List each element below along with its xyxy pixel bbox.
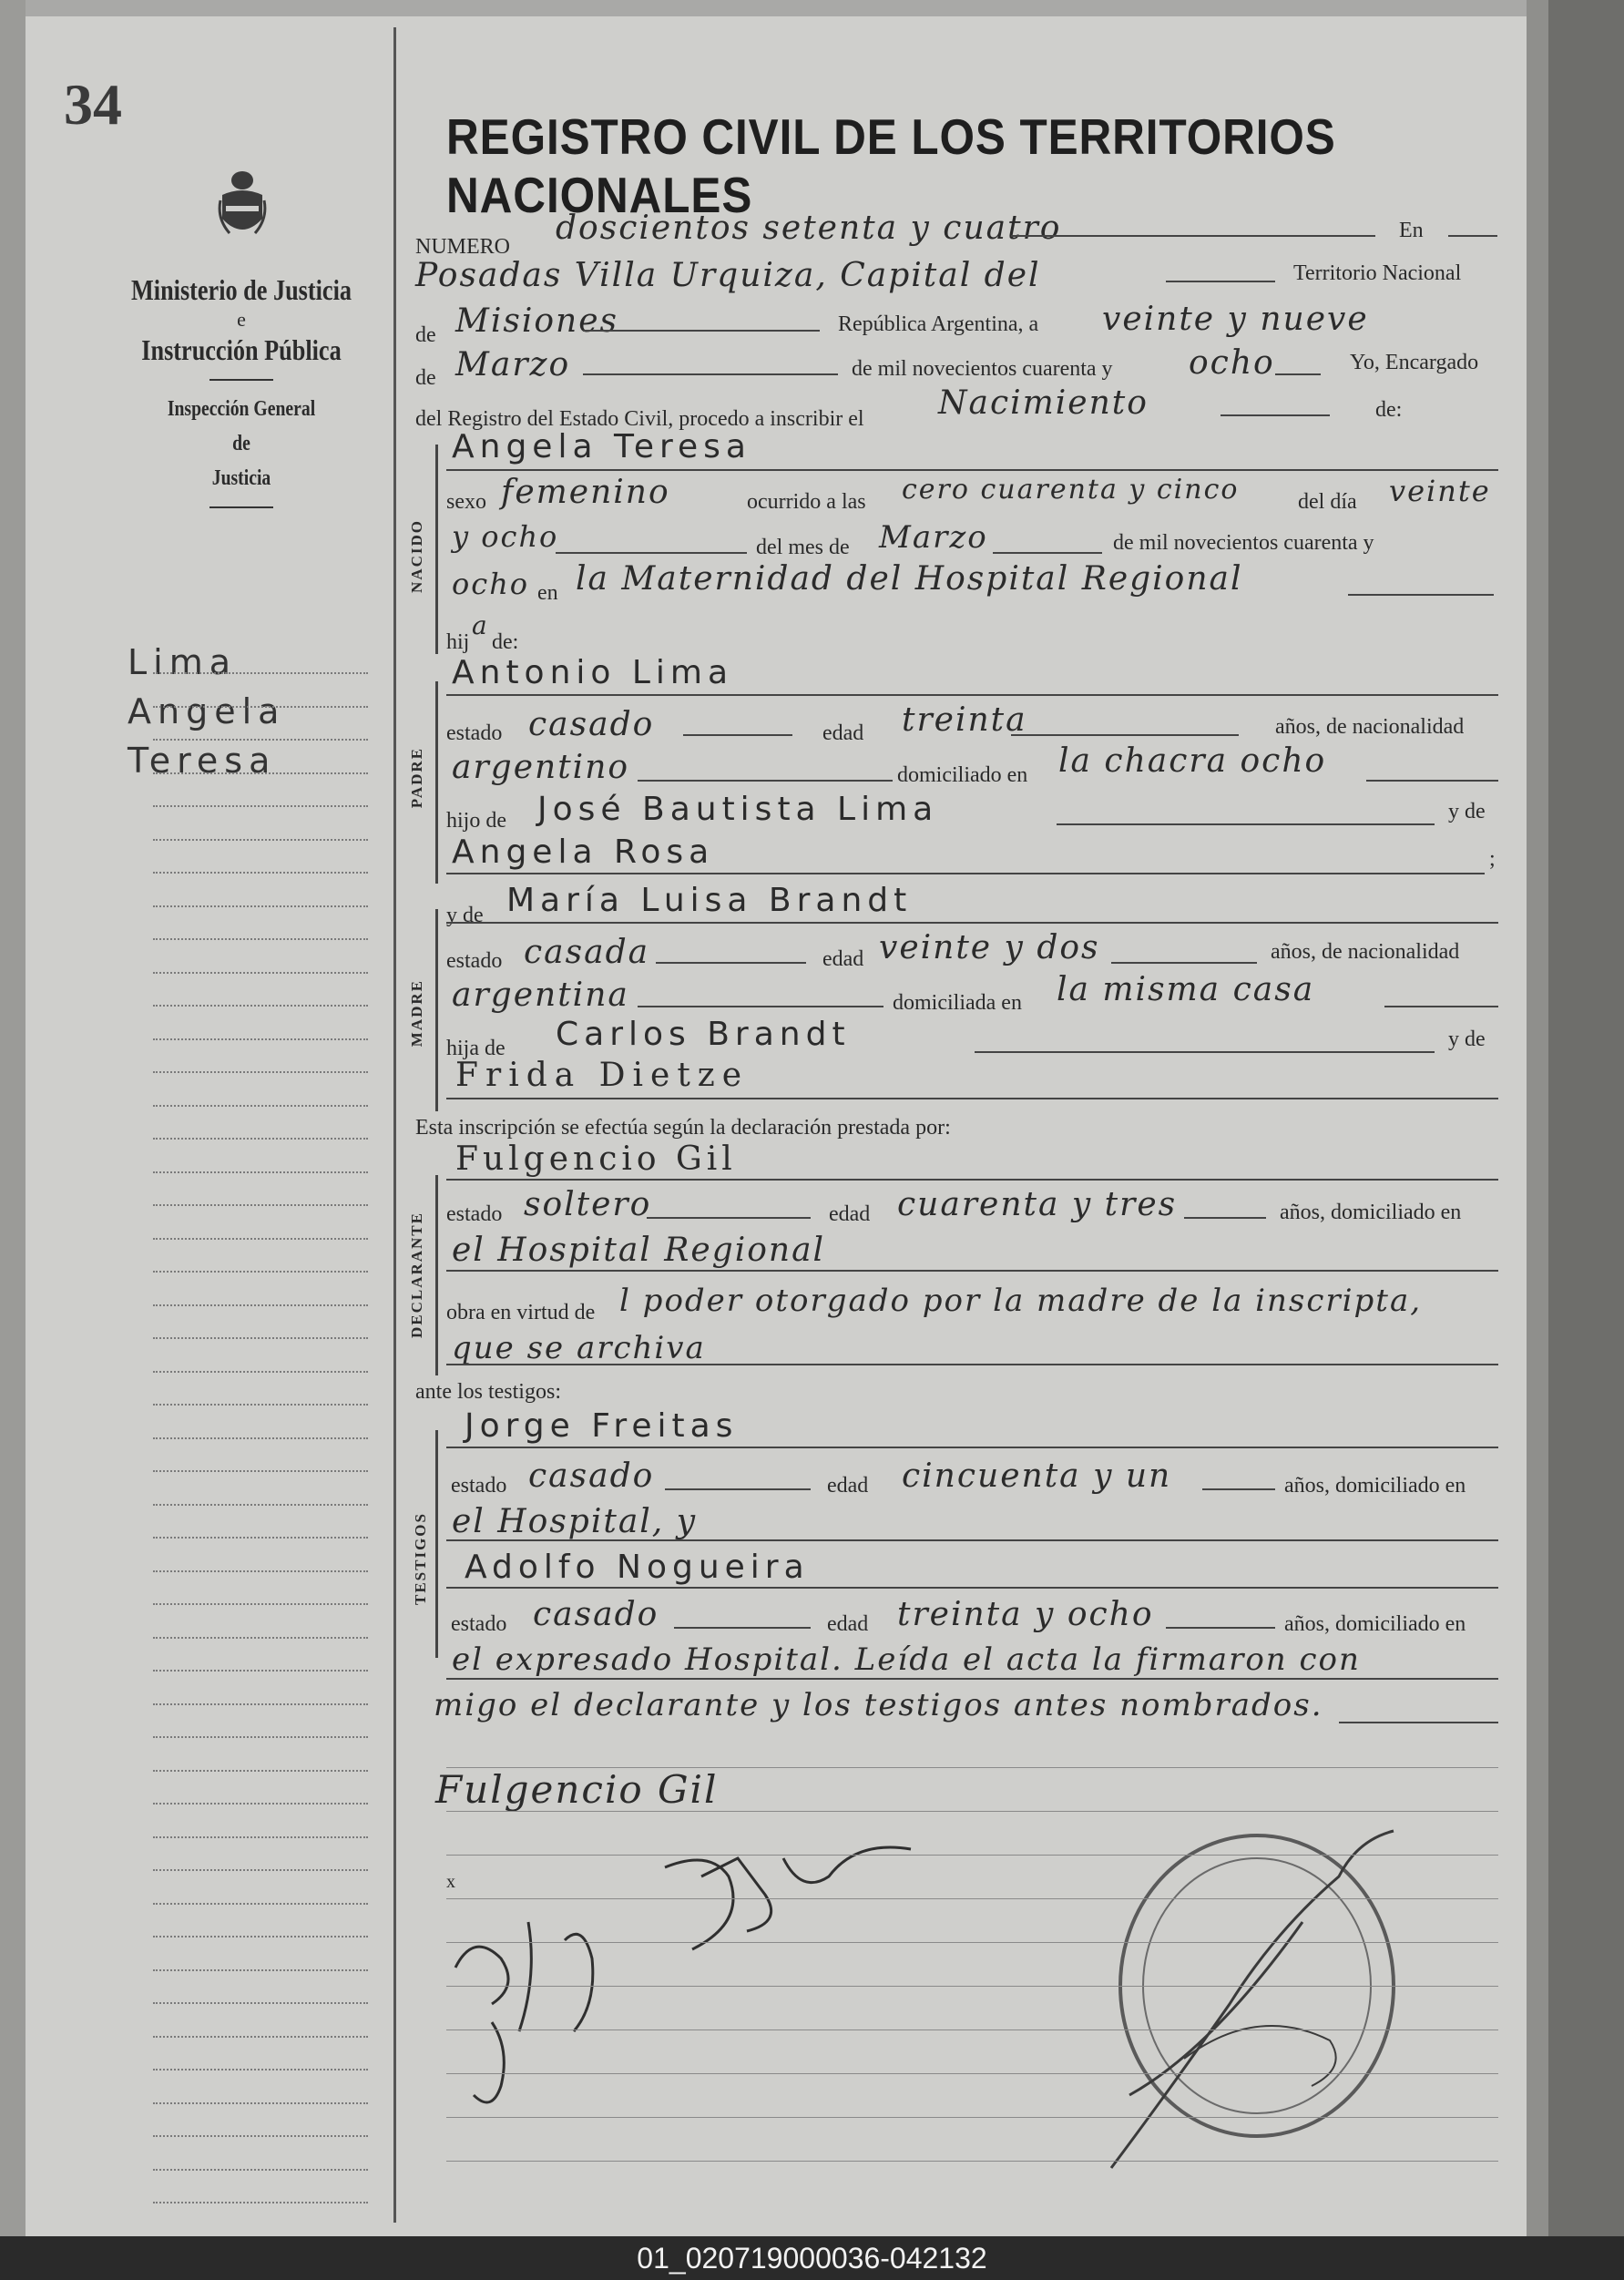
archive-reference-id: 01_020719000036-042132 — [0, 2236, 1624, 2280]
padre-domiciliado-label: domiciliado en — [897, 763, 1028, 787]
margin-ruled-line — [153, 1238, 368, 1240]
margin-ruled-line — [153, 1504, 368, 1506]
de3-label: de: — [1375, 398, 1403, 422]
inspection-line-1: Inspección General — [167, 397, 316, 421]
page-ruled-line — [446, 1811, 1498, 1812]
ministry-line-2: Instrucción Pública — [141, 333, 342, 366]
madre-bracket — [435, 909, 438, 1111]
margin-ruled-line — [153, 1537, 368, 1539]
margin-ruled-line — [153, 905, 368, 907]
page-ruled-line — [446, 1942, 1498, 1943]
page-ruled-line — [446, 1855, 1498, 1856]
margin-ruled-line — [153, 872, 368, 874]
padre-estado-line — [683, 734, 792, 736]
declarante-anios-label: años, domiciliado en — [1280, 1201, 1462, 1224]
madre-estado: casada — [524, 934, 650, 971]
declarante-domicilio: el Hospital Regional — [452, 1232, 826, 1269]
margin-ruled-line — [153, 2069, 368, 2070]
margin-ruled-line — [153, 1038, 368, 1040]
ministry-conjunction: e — [237, 308, 246, 331]
padre-yde-label: y de — [1448, 800, 1486, 823]
firma-declarante: Fulgencio Gil — [435, 1767, 719, 1812]
hora-value: cero cuarenta y cinco — [902, 474, 1240, 506]
t1-estado-label: estado — [451, 1474, 507, 1498]
numero-value: doscientos setenta y cuatro — [556, 210, 1062, 247]
cierre-line-1-rule — [446, 1678, 1498, 1680]
nacido-de-label: de: — [492, 630, 519, 654]
deldia-label: del día — [1298, 490, 1357, 514]
madre-abuelo: Carlos Brandt — [556, 1016, 851, 1053]
margin-ruled-line — [153, 2102, 368, 2104]
nacido-nombre: Angela Teresa — [452, 428, 751, 465]
margin-ruled-line — [153, 1271, 368, 1273]
madre-nacionalidad: argentina — [452, 976, 629, 1014]
delmes-label: del mes de — [756, 536, 850, 559]
margin-ruled-line — [153, 1371, 368, 1373]
margin-ruled-line — [153, 1204, 368, 1206]
en-label: En — [1399, 219, 1424, 242]
declarante-estado-label: estado — [446, 1202, 503, 1226]
margin-ruled-line — [153, 1836, 368, 1838]
t1-domicilio: el Hospital, y — [452, 1503, 698, 1540]
acto-value: Nacimiento — [938, 384, 1149, 422]
madre-domiciliada-label: domiciliada en — [893, 991, 1022, 1015]
page-ruled-line — [446, 2073, 1498, 2074]
cierre-line-2: migo el declarante y los testigos antes nombrados. — [434, 1687, 1323, 1723]
coat-of-arms-icon — [217, 164, 268, 242]
fecha-mes-value: Marzo — [455, 346, 571, 383]
margin-ruled-line — [153, 1670, 368, 1672]
mes2-fill-line — [993, 552, 1102, 554]
en-fill-line — [1448, 235, 1497, 237]
territorio-label: Territorio Nacional — [1293, 261, 1462, 285]
madre-nombre: María Luisa Brandt — [506, 882, 913, 919]
margin-ruled-line — [153, 1138, 368, 1140]
padre-estado: casado — [528, 706, 655, 743]
ministry-line-1: Ministerio de Justicia — [131, 273, 352, 306]
margin-ruled-line — [153, 1105, 368, 1107]
declarante-edad-line — [1184, 1217, 1266, 1219]
document-title: REGISTRO CIVIL DE LOS TERRITORIOS NACIONALES — [446, 108, 1336, 223]
margin-ruled-line — [153, 938, 368, 940]
margin-ruled-line — [153, 1603, 368, 1605]
t2-edad-line — [1166, 1627, 1275, 1629]
margin-divider-line — [393, 27, 396, 2223]
testigo1-nombre: Jorge Freitas — [465, 1407, 739, 1445]
margin-ruled-line — [153, 839, 368, 841]
madre-edad-line — [1111, 962, 1257, 964]
hijo-label: hij — [446, 630, 470, 654]
t2-anios-label: años, domiciliado en — [1284, 1612, 1466, 1636]
padre-semicolon: ; — [1489, 847, 1496, 871]
nacido-en-label: en — [537, 581, 558, 605]
t2-estado-label: estado — [451, 1612, 507, 1636]
book-edge-right — [1548, 0, 1624, 2236]
t2-edad-label: edad — [827, 1612, 869, 1636]
margin-ruled-line — [153, 2169, 368, 2171]
declarante-edad: cuarenta y tres — [897, 1186, 1178, 1223]
padre-domicilio: la chacra ocho — [1058, 742, 1327, 780]
nacido-bracket — [435, 445, 438, 654]
nacido-dia-a: veinte — [1389, 474, 1491, 508]
hijo-suffix: a — [472, 610, 489, 640]
t1-edad-line — [1202, 1488, 1275, 1490]
margin-ruled-line — [153, 1570, 368, 1572]
declarante-estado-line — [647, 1217, 811, 1219]
madre-anios-label: años, de nacionalidad — [1271, 940, 1460, 964]
margin-name-note — [128, 638, 373, 785]
margin-ruled-line — [153, 772, 368, 774]
t2-estado-line — [674, 1627, 811, 1629]
declarante-dom-line — [446, 1270, 1498, 1272]
madre-estado-label: estado — [446, 949, 503, 973]
margin-ruled-line — [153, 672, 368, 674]
testigos-intro: ante los testigos: — [415, 1380, 561, 1404]
page-ruled-line — [446, 1898, 1498, 1899]
madre-abuelo-line — [975, 1051, 1435, 1053]
margin-ruled-line — [153, 972, 368, 974]
margin-ruled-line — [153, 1869, 368, 1871]
de2-label: de — [415, 366, 436, 390]
margin-ruled-line — [153, 739, 368, 741]
declarante-section-label: DECLARANTE — [408, 1212, 425, 1339]
madre-edad: veinte y dos — [879, 929, 1100, 966]
declarante-intro: Esta inscripción se efectúa según la declaración prestada por: — [415, 1116, 951, 1140]
nacido-section-label: NACIDO — [408, 519, 425, 593]
declarante-bracket — [435, 1175, 438, 1375]
padre-edad-label: edad — [822, 721, 864, 745]
ocurrido-label: ocurrido a las — [747, 490, 866, 514]
margin-ruled-line — [153, 1770, 368, 1772]
mes-fill-line — [583, 373, 838, 375]
inspection-rule — [209, 506, 273, 508]
numero-label: NUMERO — [415, 235, 511, 259]
margin-ruled-line — [153, 1470, 368, 1472]
margin-ruled-line — [153, 1437, 368, 1439]
nacido-anio: ocho — [452, 567, 530, 601]
madre-yde2-label: y de — [1448, 1028, 1486, 1051]
numero-fill-line — [1011, 235, 1375, 237]
padre-nac-line — [638, 780, 893, 782]
padre-abuela: Angela Rosa — [452, 833, 715, 871]
declarante-edad-label: edad — [829, 1202, 871, 1226]
ministry-header — [102, 271, 381, 519]
sexo-value: femenino — [501, 474, 670, 511]
nacido-nombre-line — [446, 469, 1498, 471]
padre-nombre-line — [446, 694, 1498, 696]
margin-ruled-line — [153, 1005, 368, 1007]
fecha-anio-value: ocho — [1189, 344, 1275, 382]
lugar-value: Posadas Villa Urquiza, Capital del — [415, 257, 1041, 294]
territorio-fill-line — [583, 330, 820, 332]
nacido-dia-b: y ocho — [452, 519, 559, 554]
madre-nombre-line — [446, 922, 1498, 924]
madre-nac-line — [638, 1006, 883, 1007]
page-ruled-line — [446, 1767, 1498, 1768]
t1-estado: casado — [528, 1457, 655, 1495]
testigo2-nombre-line — [446, 1587, 1498, 1589]
de-label: de — [415, 323, 436, 347]
padre-section-label: PADRE — [408, 747, 425, 809]
madre-domicilio: la misma casa — [1057, 971, 1315, 1008]
margin-surname: Lima — [128, 642, 238, 682]
madre-abuela: Frida Dietze — [455, 1057, 750, 1094]
margin-ruled-line — [153, 1736, 368, 1738]
margin-ruled-line — [153, 1637, 368, 1639]
margin-ruled-line — [153, 805, 368, 807]
padre-abuela-line — [446, 873, 1485, 874]
madre-edad-label: edad — [822, 947, 864, 971]
page-ruled-line — [446, 1986, 1498, 1987]
nacido-mil-label: de mil novecientos cuarenta y — [1113, 531, 1374, 555]
ministry-rule — [209, 379, 273, 381]
acto-fill-line — [1221, 414, 1330, 416]
padre-bracket — [435, 681, 438, 884]
t1-anios-label: años, domiciliado en — [1284, 1474, 1466, 1498]
padre-nacionalidad: argentino — [452, 749, 630, 786]
obra-value-2: que se archiva — [452, 1330, 706, 1366]
margin-ruled-line — [153, 1171, 368, 1173]
testigos-bracket — [435, 1430, 438, 1658]
declarante-nombre: Fulgencio Gil — [455, 1140, 737, 1178]
margin-ruled-line — [153, 2135, 368, 2137]
republica-label: República Argentina, a — [838, 312, 1039, 336]
padre-edad: treinta — [902, 701, 1027, 739]
margin-ruled-line — [153, 1304, 368, 1306]
obra-line — [446, 1364, 1498, 1365]
page-ruled-line — [446, 2117, 1498, 2118]
madre-abuela-line — [446, 1098, 1498, 1099]
sexo-label: sexo — [446, 490, 486, 514]
page-number: 34 — [64, 72, 122, 137]
madre-yde-label: y de — [446, 904, 484, 927]
declarante-nombre-line — [446, 1179, 1498, 1181]
madre-dom-line — [1384, 1006, 1498, 1007]
padre-anios-label: años, de nacionalidad — [1275, 715, 1465, 739]
cierre-line-1: el expresado Hospital. Leída el acta la firmaron con — [452, 1641, 1361, 1678]
t1-edad: cincuenta y un — [902, 1457, 1172, 1495]
obra-value: l poder otorgado por la madre de la inscripta, — [619, 1283, 1423, 1319]
padre-abuelo: José Bautista Lima — [537, 791, 939, 828]
obra-label: obra en virtud de — [446, 1301, 596, 1324]
nacido-mes: Marzo — [879, 519, 988, 556]
inspection-line-2: de — [232, 432, 250, 455]
signatures-and-stamp — [437, 1822, 1512, 2204]
margin-ruled-line — [153, 1903, 368, 1905]
margin-ruled-line — [153, 1969, 368, 1971]
madre-section-label: MADRE — [408, 979, 425, 1048]
testigo2-nombre: Adolfo Nogueira — [465, 1549, 810, 1586]
fecha-dia-value: veinte y nueve — [1102, 301, 1369, 338]
margin-ruled-line — [153, 2202, 368, 2203]
padre-dom-line — [1366, 780, 1498, 782]
yo-label: Yo, Encargado — [1350, 351, 1479, 374]
padre-edad-line — [1011, 734, 1239, 736]
page-ruled-line — [446, 2161, 1498, 2162]
margin-ruled-line — [153, 1071, 368, 1073]
testigo1-nombre-line — [446, 1447, 1498, 1448]
t1-edad-label: edad — [827, 1474, 869, 1498]
margin-ruled-line — [153, 1936, 368, 1937]
padre-nombre: Antonio Lima — [452, 654, 734, 691]
padre-hijo-label: hijo de — [446, 809, 506, 833]
t2-estado: casado — [533, 1596, 659, 1633]
padre-abuelo-line — [1057, 823, 1435, 825]
declarante-estado: soltero — [524, 1186, 652, 1223]
t1-estado-line — [665, 1488, 811, 1490]
lugar-nac-fill-line — [1348, 594, 1494, 596]
padre-estado-label: estado — [446, 721, 503, 745]
inspection-line-3: Justicia — [211, 466, 271, 490]
margin-ruled-line — [153, 706, 368, 708]
margin-ruled-line — [153, 1337, 368, 1339]
margin-ruled-line — [153, 1703, 368, 1705]
t2-edad: treinta y ocho — [897, 1596, 1154, 1633]
margin-given-name-1: Angela — [128, 691, 286, 731]
margin-ruled-line — [153, 2036, 368, 2038]
territorio-value: Misiones — [455, 302, 619, 340]
margin-ruled-line — [153, 1404, 368, 1406]
madre-hija-label: hija de — [446, 1037, 506, 1060]
registro-label: del Registro del Estado Civil, procedo a inscribir el — [415, 407, 864, 431]
anio-fill-line — [1275, 373, 1321, 375]
cierre-line-2-rule — [1339, 1722, 1498, 1723]
dia-fill-line — [556, 552, 747, 554]
margin-given-name-2: Teresa — [128, 741, 277, 781]
mil-label: de mil novecientos cuarenta y — [852, 357, 1113, 381]
margin-ruled-line — [153, 1803, 368, 1805]
nacido-lugar: la Maternidad del Hospital Regional — [576, 560, 1243, 598]
testigos-section-label: TESTIGOS — [412, 1512, 429, 1605]
binding-edge — [0, 0, 26, 2236]
madre-estado-line — [656, 962, 806, 964]
t1-dom-line — [446, 1539, 1498, 1541]
firma-mark: x — [446, 1872, 455, 1892]
lugar-fill-line — [1166, 281, 1275, 282]
margin-ruled-line — [153, 2002, 368, 2004]
